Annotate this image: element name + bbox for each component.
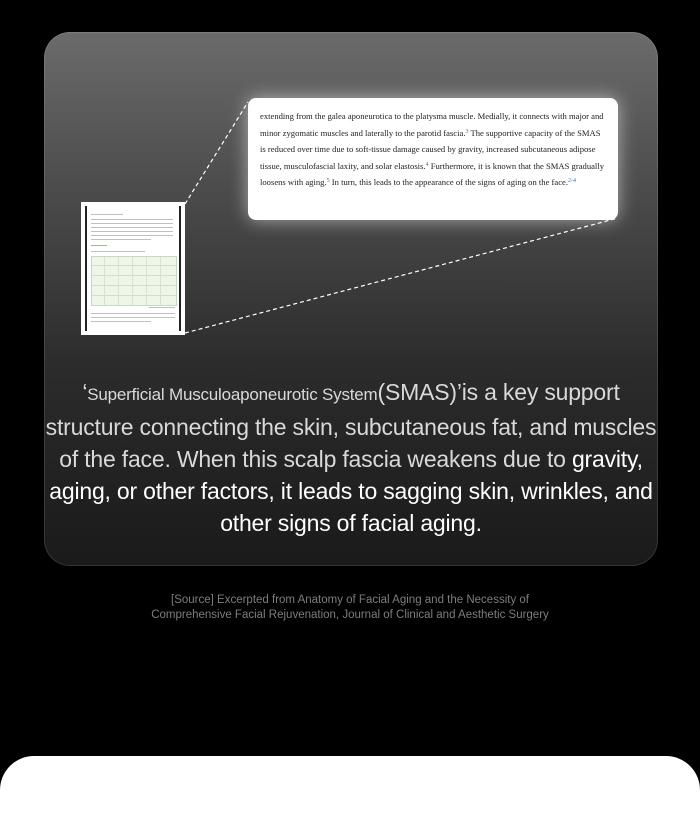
term-abbreviation: (SMAS)’	[377, 379, 462, 405]
zoomed-excerpt	[248, 98, 618, 220]
excerpt-text: The supportive capacity of the SMAS is reduced over time due to soft-tissue damage caused by gravity, increased subcutaneous adipose tissue, musculofascial laxity, and solar elastosis.	[260, 127, 601, 171]
caption-text: is a key support structure connecting the skin, subcutaneous fat, and muscles of the face. When this scalp fascia weakens due to	[45, 379, 657, 472]
reference-link[interactable]: 4	[425, 161, 429, 168]
source-citation	[0, 593, 700, 623]
bottom-panel	[0, 756, 700, 836]
reference-link[interactable]: 2-4	[568, 178, 577, 184]
excerpt-text: Furthermore, it is known that the SMAS gradually loosens with aging.	[260, 160, 605, 187]
reference-link[interactable]: 5	[326, 178, 330, 184]
document-table	[91, 256, 177, 306]
document-thumbnail	[81, 202, 185, 335]
quote-mark: ‘	[82, 379, 88, 405]
source-line: [Source] Excerpted from Anatomy of Facial Aging and the Necessity of	[171, 594, 529, 606]
smas-caption	[44, 376, 658, 539]
caption-highlight: gravity, aging, or other factors, it leads to sagging skin, wrinkles, and other signs of facial aging.	[49, 446, 653, 536]
excerpt-text: In turn, this leads to the appearance of the signs of aging on the face.	[329, 177, 569, 187]
source-line: Comprehensive Facial Rejuvenation, Journal of Clinical and Aesthetic Surgery	[151, 609, 549, 621]
info-card	[44, 32, 658, 566]
term-full-name: Superficial Musculoaponeurotic System	[87, 385, 378, 404]
excerpt-text: extending from the galea aponeurotica to the platysma muscle. Medially, it connects with major and minor zygomatic muscles and laterally to the parotid fascia.	[260, 111, 604, 138]
reference-link[interactable]: 3	[465, 128, 469, 135]
